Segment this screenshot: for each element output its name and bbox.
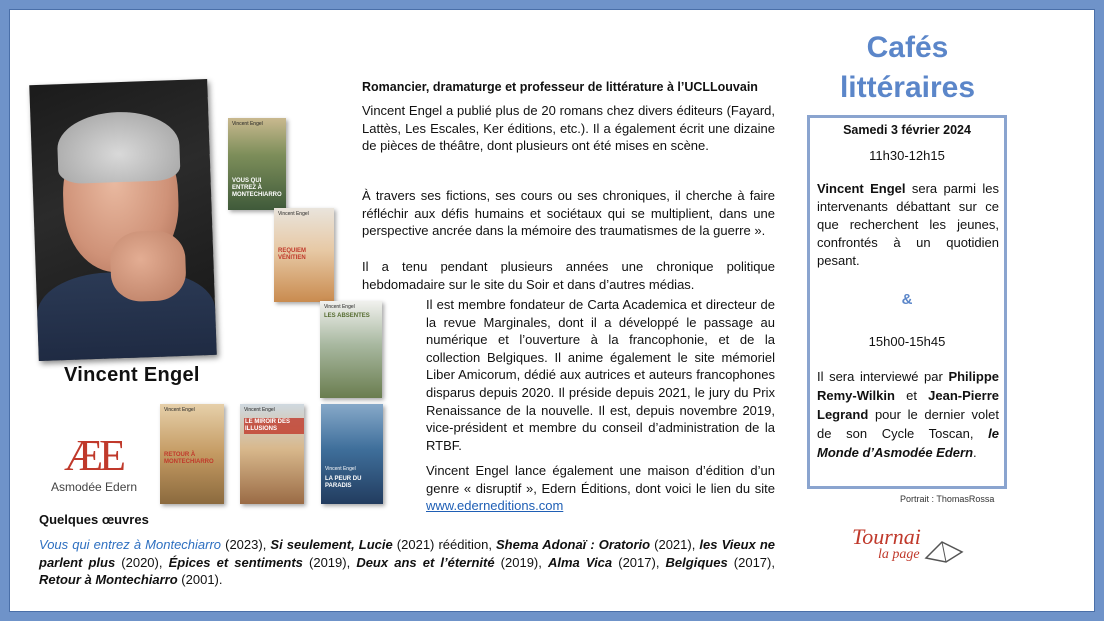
event-heading-line1: Cafés	[866, 31, 949, 64]
bio-paragraph: Il a tenu pendant plusieurs années une chronique politique hebdomadaire sur le site du Soir et dans d’autres médias.	[362, 259, 775, 292]
bio-paragraph-text: Vincent Engel lance également une maison d’édition d’un genre « disruptif », Edern Éditions, dont voici le lien du site	[426, 463, 775, 496]
work-year: (2021),	[650, 537, 700, 552]
work-title: le Monde d’Asmodée Edern	[817, 426, 999, 460]
work-year: (2017),	[727, 554, 775, 570]
book-title: REQUIEM VÉNITIEN	[278, 248, 307, 261]
desc2-text: Il sera interviewé par	[817, 369, 949, 384]
book-cover	[240, 404, 304, 504]
book-title: RETOUR À MONTECHIARRO	[164, 452, 214, 465]
desc2-text: .	[973, 445, 977, 460]
book-title: LES ABSENTES	[324, 313, 370, 319]
bio-paragraph	[426, 462, 775, 515]
desc2-text: pour le dernier volet de son Cycle Toscan,	[817, 407, 999, 441]
event-info-box	[807, 115, 1007, 489]
work-year: (2019),	[494, 554, 548, 570]
work-year: (2001).	[177, 572, 223, 588]
portrait-hair	[56, 110, 180, 184]
desc1-text: sera parmi les intervenants débattant sur ce que recherchent les jeunes, confrontés à un quotidien pesant.	[817, 181, 999, 268]
book-publisher: Vincent Engel	[232, 121, 263, 127]
bio-paragraph: À travers ses fictions, ses cours ou ses chroniques, il cherche à faire réfléchir aux défis humains et sociétaux qui se multiplient, dans une perspective ancrée dans la mémoire des traumatismes de la guerre ».	[362, 188, 775, 239]
book-publisher: Vincent Engel	[244, 407, 275, 413]
work-title: Épices et sentiments	[168, 554, 303, 570]
bio-paragraph: Vincent Engel a publié plus de 20 romans chez divers éditeurs (Fayard, Lattès, Les Escales, Ker éditions, etc.). Il a également écrit une dizaine de pièces de théâtre, dont plusieurs ont été mises en scène.	[362, 103, 775, 154]
event-time-1: 11h30-12h15	[869, 148, 945, 163]
publisher-logo-mark: ÆE	[64, 431, 122, 480]
event-time-2: 15h00-15h45	[868, 334, 946, 349]
book-cover	[274, 208, 334, 302]
work-title: Si seulement, Lucie	[270, 537, 393, 552]
portrait-hand	[109, 230, 186, 303]
author-portrait	[29, 79, 217, 361]
book-publisher: Vincent Engel	[324, 304, 355, 310]
work-title: Alma Vica	[547, 554, 613, 570]
interviewer-name: Philippe Remy-Wilkin	[817, 369, 999, 403]
subtitle: Romancier, dramaturge et professeur de littérature à l’UCLLouvain	[362, 80, 758, 94]
work-title: les Vieux ne parlent plus	[39, 537, 776, 570]
website-link[interactable]: www.ederneditions.com	[426, 498, 564, 514]
event-date: Samedi 3 février 2024	[843, 123, 971, 137]
slide	[9, 9, 1095, 612]
work-year: (2019),	[302, 554, 357, 570]
desc2-text: et	[894, 388, 929, 403]
event-heading	[810, 28, 1005, 108]
book-cover	[320, 301, 382, 398]
photo-credit: Portrait : ThomasRossa	[900, 494, 995, 504]
work-year: (2021) réédition,	[392, 537, 497, 552]
book-cover	[160, 404, 224, 504]
book-publisher: Vincent Engel	[325, 466, 356, 472]
event-heading-line2: littéraires	[839, 71, 976, 104]
logo-line2: la page	[878, 547, 920, 562]
book-title: LA PEUR DU PARADIS	[325, 476, 362, 489]
book-icon	[924, 534, 964, 564]
work-title: Deux ans et l’éternité	[356, 554, 495, 570]
work-year: (2023),	[221, 537, 271, 552]
bio-paragraph: Il est membre fondateur de Carta Academica et directeur de la revue Marginales, dont il a développé le passage au numérique et l’ouverture à la francophonie, et de la collection Belgiques. Il anime également le site mémoriel Liber Amicorum, dédié aux autrices et auteurs francophones disparus depuis 2020. Il préside depuis 2021, le jury du Prix Renaissance de la nouvelle. Il est, depuis novembre 2019, vice-président et membre du conseil d’administration de la RTBF.	[426, 297, 775, 453]
book-title: LE MIROIR DES ILLUSIONS	[244, 418, 304, 434]
work-title: Belgiques	[665, 554, 728, 570]
publisher-logo-text: Asmodée Edern	[51, 480, 138, 494]
tournai-la-page-logo	[852, 522, 962, 572]
works-list	[39, 536, 775, 589]
book-cover	[321, 404, 383, 504]
author-name: Vincent Engel	[64, 364, 200, 386]
book-publisher: Vincent Engel	[164, 407, 195, 413]
book-publisher: Vincent Engel	[278, 211, 309, 217]
logo-line1: Tournai	[852, 524, 921, 549]
author-bold: Vincent Engel	[817, 181, 906, 196]
work-year: (2017),	[612, 554, 666, 570]
work-title: Shema Adonaï : Oratorio	[496, 537, 651, 552]
ampersand: &	[901, 291, 913, 308]
book-title: VOUS QUI ENTREZ À MONTECHIARRO	[232, 178, 282, 198]
work-title: Vous qui entrez à Montechiarro	[39, 537, 222, 552]
event-description-2	[817, 367, 999, 462]
book-cover	[228, 118, 286, 210]
work-year: (2020),	[115, 554, 169, 570]
works-title: Quelques œuvres	[39, 512, 149, 527]
event-description-1	[817, 180, 999, 270]
interviewer-name: Jean-Pierre Legrand	[817, 388, 999, 422]
work-title: Retour à Montechiarro	[39, 572, 178, 588]
